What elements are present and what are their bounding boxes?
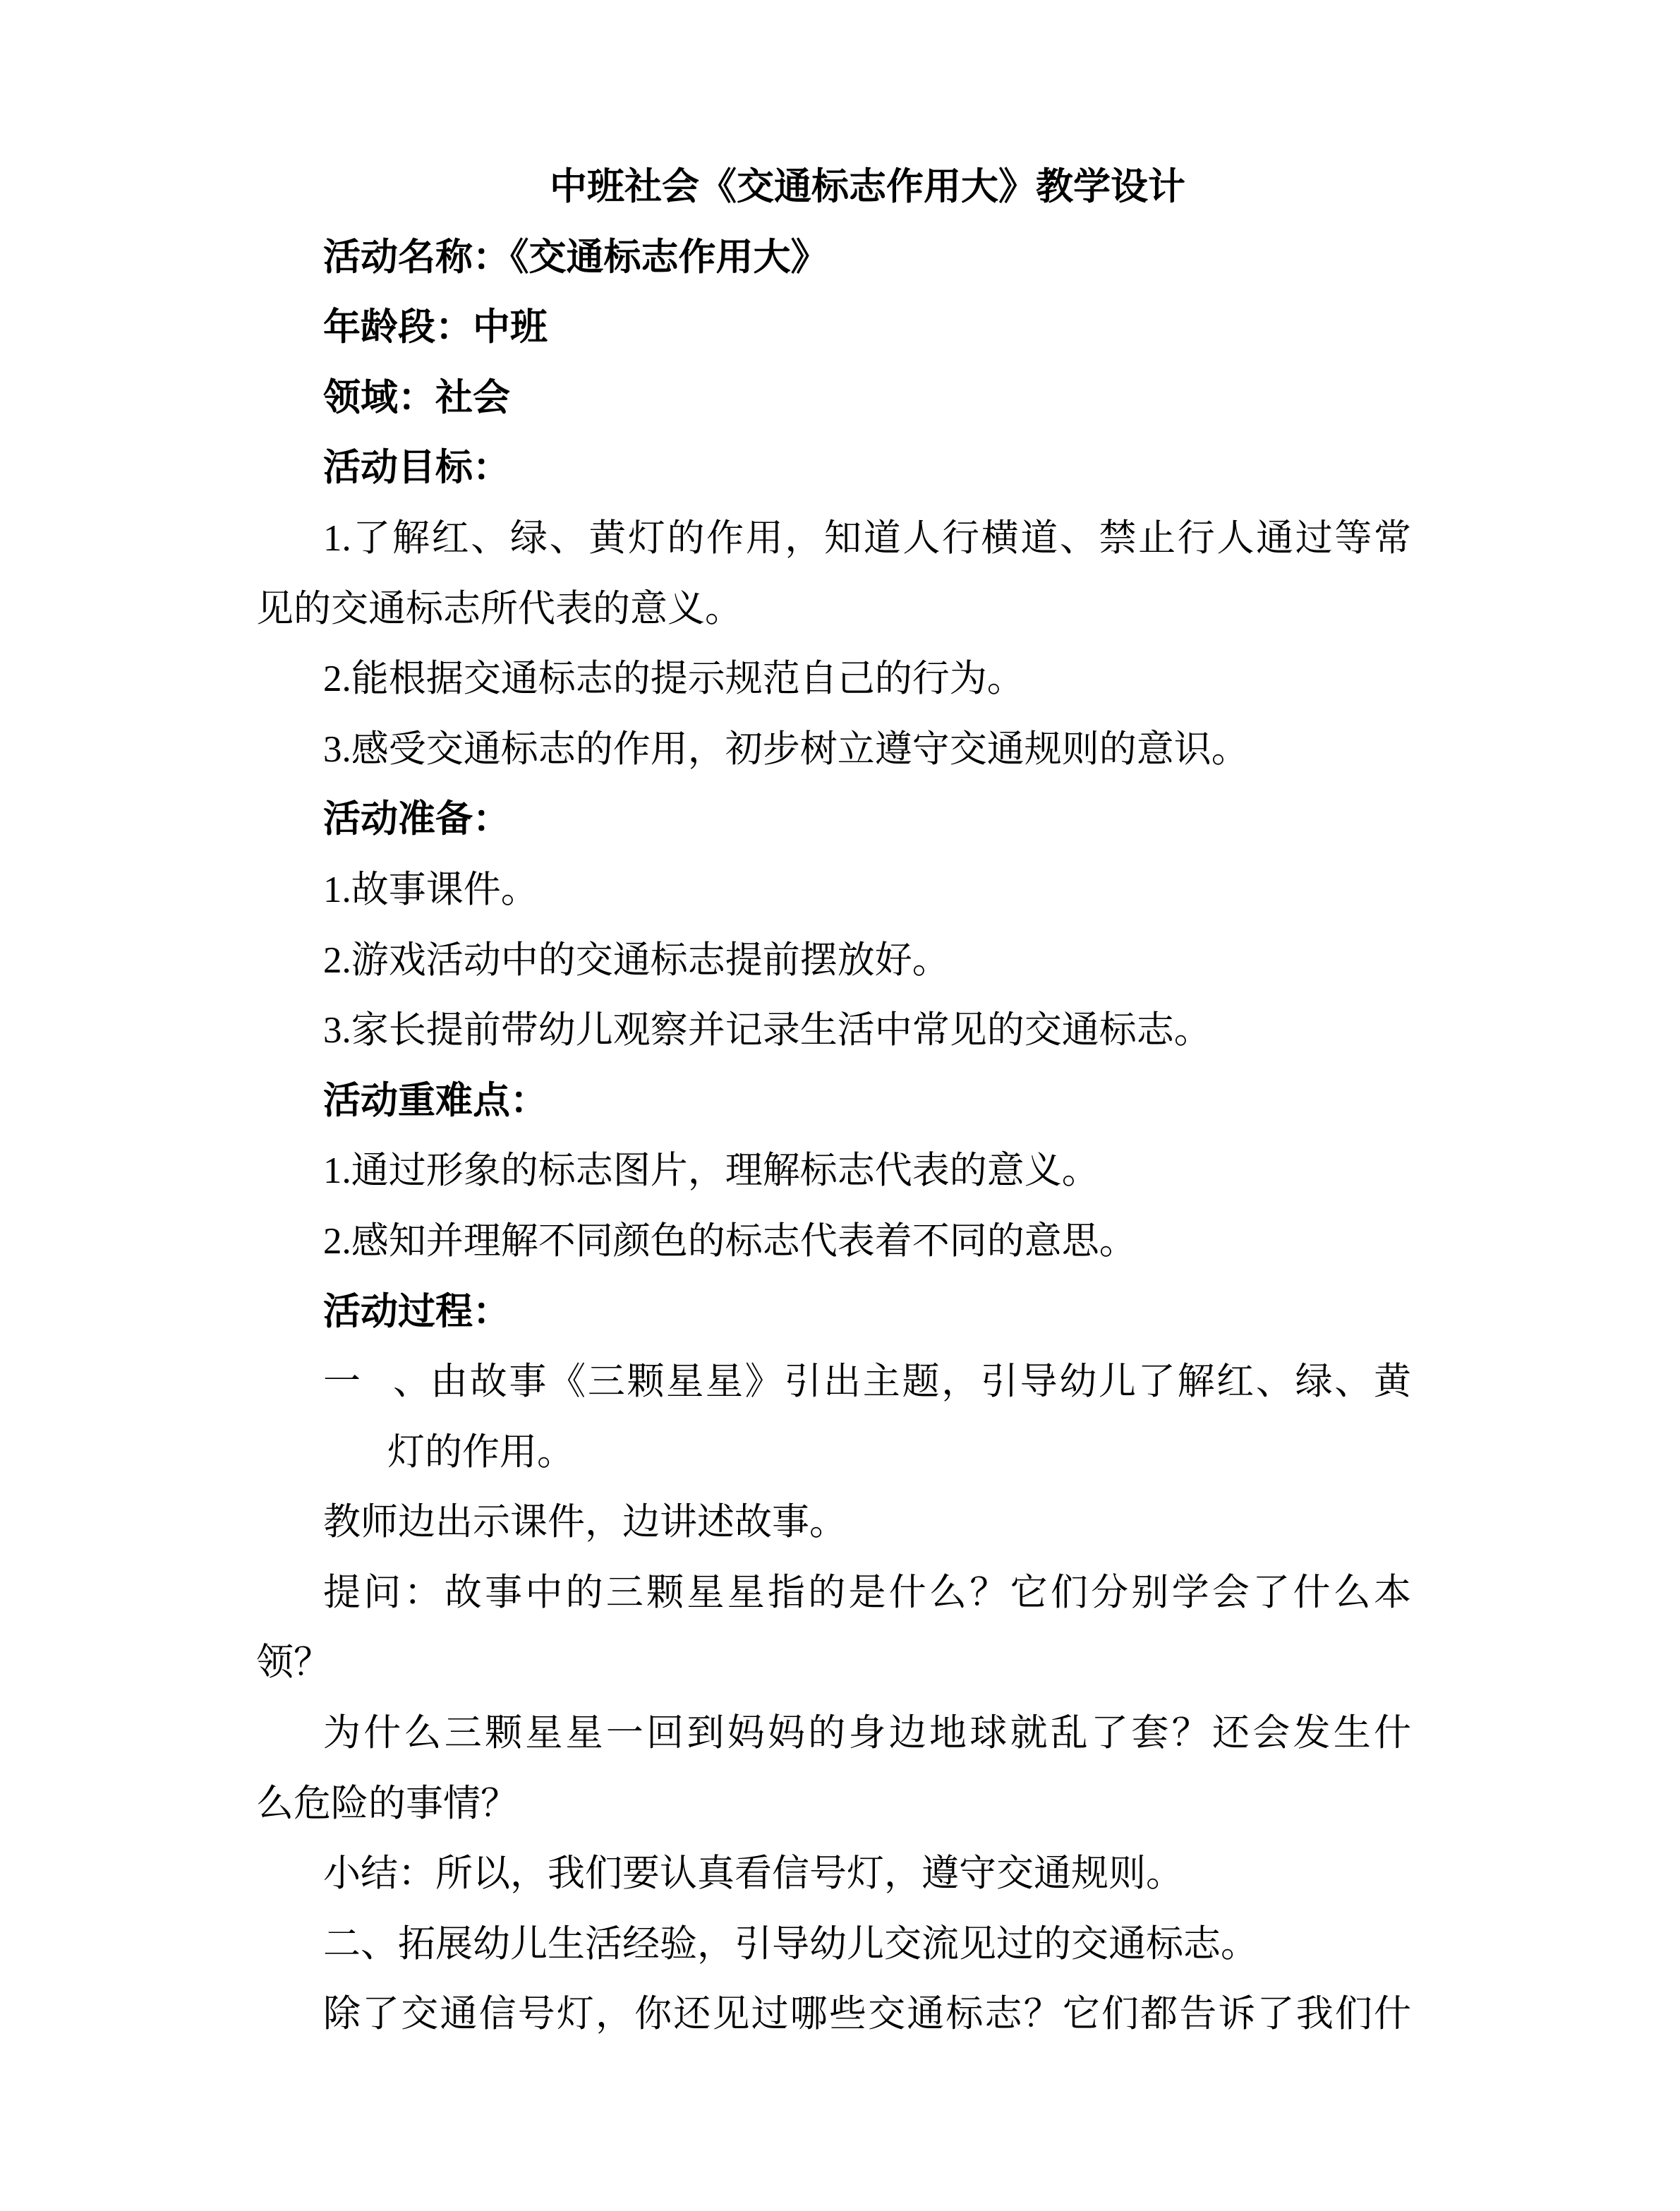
question-3-line-1 (0, 1980, 1480, 2050)
preparation-3: 3.家长提前带幼儿观察并记录生活中常见的交通标志。 (323, 1010, 1211, 1052)
paragraph-text: 提问：故事中的三颗星星指的是什么？它们分别学会了什么本 (323, 1572, 1411, 1613)
list-number: 一、 (323, 1361, 430, 1403)
section-heading-preparation: 活动准备： (323, 799, 510, 841)
goal-2: 2.能根据交通标志的提示规范自己的行为。 (323, 658, 1025, 700)
document-page (0, 152, 1680, 2050)
preparation-1: 1.故事课件。 (323, 869, 538, 910)
process-step-2: 二、拓展幼儿生活经验，引导幼儿交流见过的交通标志。 (323, 1923, 1258, 1965)
section-heading-goals: 活动目标： (323, 447, 510, 489)
goal-1-line-2: 见的交通标志所代表的意义。 (256, 588, 742, 629)
question-line-2: 领？ (256, 1642, 331, 1684)
document-title: 中班社会《交通标志作用大》教学设计 (550, 167, 1185, 207)
activity-name: 活动名称：《交通标志作用大》 (323, 236, 828, 278)
question-line-1 (0, 1558, 1480, 1629)
process-step-1-line-1 (0, 1347, 1480, 1418)
section-heading-key-points: 活动重难点： (323, 1080, 548, 1121)
age-group: 年龄段：中班 (323, 307, 548, 349)
key-point-1: 1.通过形象的标志图片，理解标志代表的意义。 (323, 1150, 1099, 1192)
domain-field: 领域：社会 (323, 377, 510, 418)
paragraph-text: 1.了解红、绿、黄灯的作用，知道人行横道、禁止行人通过等常 (323, 517, 1411, 559)
goal-1-line-1 (0, 504, 1480, 574)
teacher-action: 教师边出示课件，边讲述故事。 (323, 1502, 847, 1543)
paragraph-text: 除了交通信号灯，你还见过哪些交通标志？它们都告诉了我们什 (323, 1994, 1411, 2035)
question-2-line-2: 么危险的事情？ (256, 1783, 518, 1824)
key-point-2: 2.感知并理解不同颜色的标志代表着不同的意思。 (323, 1220, 1137, 1262)
preparation-2: 2.游戏活动中的交通标志提前摆放好。 (323, 939, 950, 981)
process-step-1-line-2: 灯的作用。 (387, 1431, 574, 1473)
paragraph-text: 为什么三颗星星一回到妈妈的身边地球就乱了套？还会发生什 (323, 1713, 1411, 1754)
question-2-line-1 (0, 1699, 1480, 1769)
paragraph-text (323, 1347, 1411, 1418)
summary: 小结：所以，我们要认真看信号灯，遵守交通规则。 (323, 1853, 1183, 1895)
goal-3: 3.感受交通标志的作用，初步树立遵守交通规则的意识。 (323, 728, 1249, 770)
list-text: 由故事《三颗星星》引出主题，引导幼儿了解红、绿、黄 (430, 1361, 1411, 1403)
section-heading-process: 活动过程： (323, 1291, 510, 1332)
